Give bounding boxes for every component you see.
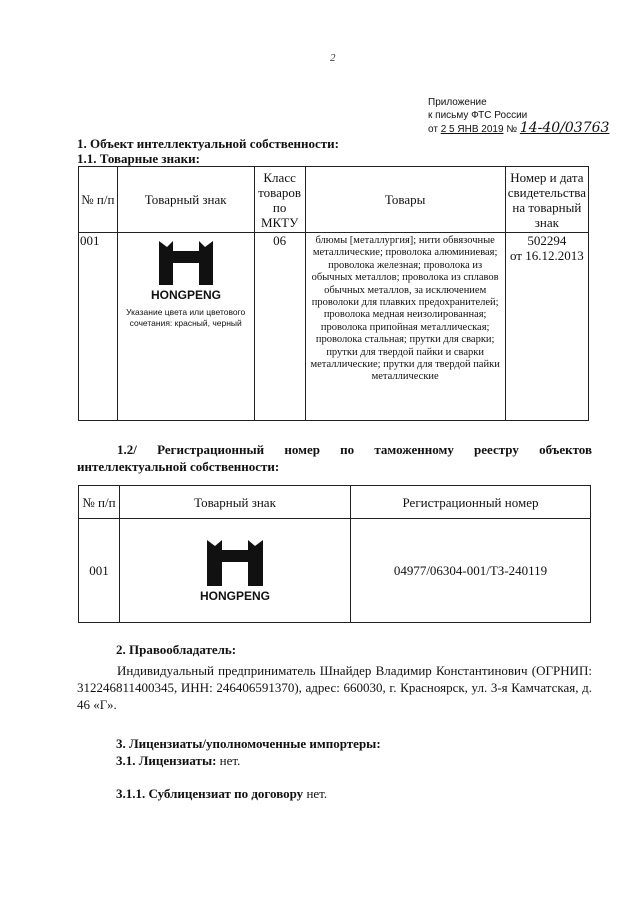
trademarks-table <box>78 166 589 421</box>
col-number: № п/п <box>79 167 118 233</box>
certificate-cell <box>505 233 588 421</box>
sublicensee-line <box>116 785 586 802</box>
appendix-letter: к письму ФТС России <box>428 110 528 121</box>
hongpeng-logo <box>198 538 272 604</box>
row-number: 001 <box>79 233 118 421</box>
trademark-cell <box>120 519 351 623</box>
certificate-number: 502294 <box>527 233 567 248</box>
col-registration-number: Регистрационный номер <box>351 486 591 519</box>
table-row <box>79 233 589 421</box>
appendix-block <box>428 96 609 136</box>
trademark-cell <box>117 233 254 421</box>
logo-wordmark: HONGPENG <box>199 588 271 603</box>
section-2-heading: 2. Правообладатель: <box>116 642 237 657</box>
appendix-date-line <box>428 122 609 136</box>
section-1-2-heading <box>77 441 592 475</box>
sublicensee-label: 3.1.1. Сублицензиат по договору <box>116 786 304 801</box>
table-row <box>79 519 591 623</box>
col-trademark: Товарный знак <box>117 167 254 233</box>
appendix-title: Приложение <box>428 97 487 108</box>
sublicensee-value: нет. <box>306 786 328 801</box>
col-goods: Товары <box>305 167 505 233</box>
appendix-date: 2 5 ЯНВ 2019 <box>440 124 504 135</box>
registry-table-header <box>79 486 591 519</box>
section-1-1-heading: 1.1. Товарные знаки: <box>77 151 200 166</box>
col-class: Класс товаров по МКТУ <box>254 167 305 233</box>
logo-wordmark: HONGPENG <box>150 288 221 302</box>
page-number: 2 <box>330 52 336 64</box>
section-1-2-heading-text: 1.2/ Регистрационный номер по таможенному реестру объектов интеллектуальной собственности: <box>77 442 592 474</box>
appendix-number: 14-40/03763 <box>519 120 610 136</box>
col-trademark: Товарный знак <box>120 486 351 519</box>
licensees-line <box>116 752 586 769</box>
rightholder-text: Индивидуальный предприниматель Шнайдер Владимир Константинович (ОГРНИП: 312246811400345, ИНН: 246406591370), адрес: 660030, г. Красноярск, ул. 3-я Камчатская, д. 46 «Г». <box>77 663 592 712</box>
section-3-heading: 3. Лицензиаты/уполномоченные импортеры: <box>116 736 381 751</box>
section-1-heading: 1. Объект интеллектуальной собственности: <box>77 136 339 151</box>
appendix-number-label: № <box>506 124 518 135</box>
licensees-value: нет. <box>219 753 241 768</box>
certificate-date: от 16.12.2013 <box>509 248 584 263</box>
col-certificate: Номер и дата свидетельства на товарный знак <box>505 167 588 233</box>
appendix-from: от <box>428 124 438 135</box>
registry-table <box>78 485 591 623</box>
registration-number: 04977/06304-001/ТЗ-240119 <box>351 519 591 623</box>
mktu-class: 06 <box>254 233 305 421</box>
hongpeng-logo <box>151 239 221 303</box>
row-number: 001 <box>79 519 120 623</box>
trademarks-table-header <box>79 167 589 233</box>
goods-list: блюмы [металлургия]; нити обвязочные металлические; проволока алюминиевая; проволока железная; проволока из обычных металлов; проволока из сплавов обычных металлов, за исключением проволоки для плавких предохранителей; проволока медная неизолированная; проволока припойная металлическая; проволока стальная; прутки для сварки; прутки для твердой пайки и сварки металлические; прутки для твердой пайки металлические <box>305 233 505 421</box>
licensees-label: 3.1. Лицензиаты: <box>116 753 217 768</box>
color-note: Указание цвета или цветового сочетания: красный, черный <box>126 307 246 328</box>
col-number: № п/п <box>79 486 120 519</box>
